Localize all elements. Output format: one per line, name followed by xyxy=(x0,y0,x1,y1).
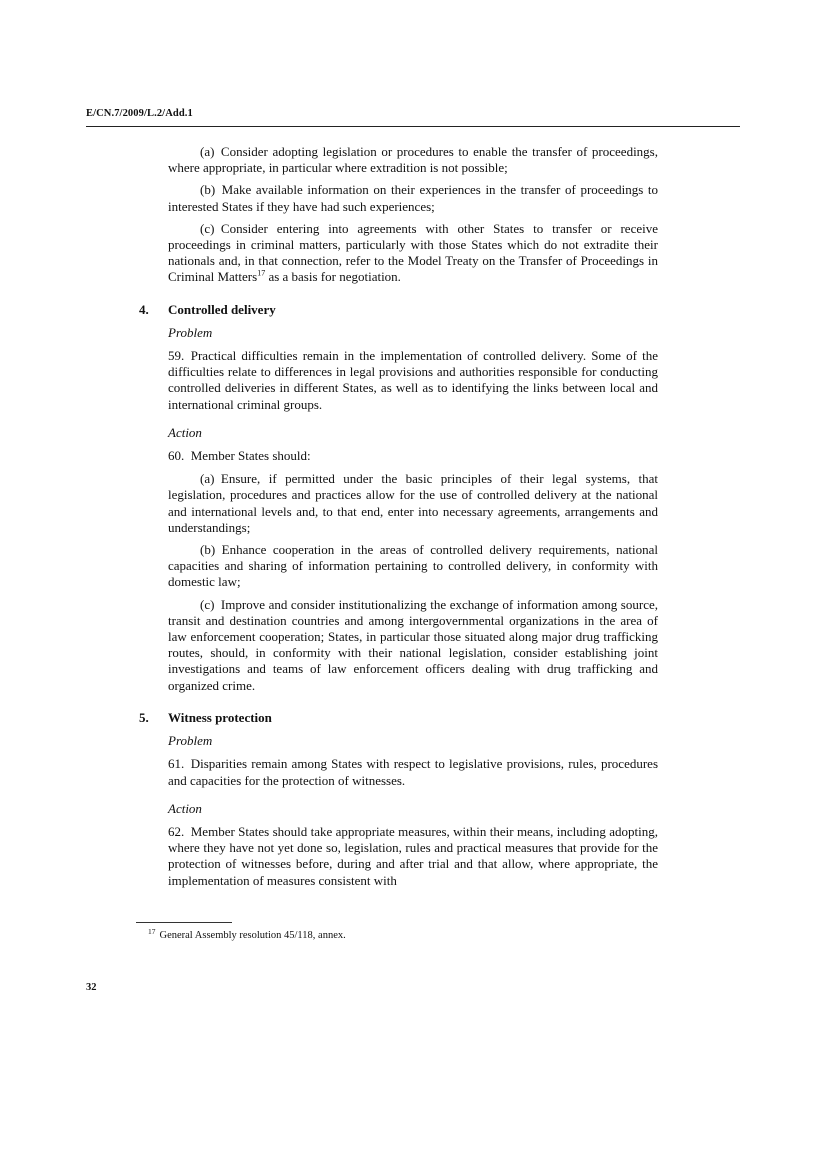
paragraph-60-b: (b) Enhance cooperation in the areas of controlled delivery requirements, national capacities and sharing of information pertaining to controlled delivery, in conformity with domestic law; xyxy=(168,542,658,590)
paragraph-58-b: (b) Make available information on their experiences in the transfer of proceedings to interested States if they have had such experiences; xyxy=(168,182,658,214)
paragraph-58-c-text: (c) Consider entering into agreements with other States to transfer or receive proceedings in criminal matters, particularly with those States which do not extradite their nationals and, in that connection, refer to the Model Treaty on the Transfer of Proceedings in Criminal Matters xyxy=(168,220,658,285)
paragraph-62: 62. Member States should take appropriate measures, within their means, including adopting, where they have not yet done so, legislation, rules and practical measures that provide for the protection of witnesses before, during and after trial and that allow, where appropriate, the implementation of measures consistent with xyxy=(168,823,658,888)
section-heading-witness-protection xyxy=(139,709,658,726)
footnote-text: General Assembly resolution 45/118, annex. xyxy=(159,930,346,941)
paragraph-60-c: (c) Improve and consider institutionalizing the exchange of information among source, transit and destination countries and among intergovernmental organizations in the area of law enforcement cooperation; States, in particular those situated along major drug trafficking routes, should, in conformity with their national legislation, consider establishing joint investigations and teams of law enforcement officers dealing with drug trafficking and organized crime. xyxy=(168,596,658,693)
section-heading-controlled-delivery xyxy=(139,301,658,318)
page-number: 32 xyxy=(86,982,97,993)
action-subheading: Action xyxy=(168,800,202,816)
paragraph-60: 60. Member States should: xyxy=(168,448,311,464)
footnote-reference[interactable]: 17 xyxy=(257,269,266,279)
action-subheading: Action xyxy=(168,424,202,440)
section-number: 5. xyxy=(139,709,149,725)
paragraph-58-a: (a) Consider adopting legislation or procedures to enable the transfer of proceedings, where appropriate, in particular where extradition is not possible; xyxy=(168,144,658,176)
paragraph-58-c xyxy=(168,221,658,286)
header-divider xyxy=(86,126,740,127)
paragraph-58-c-tail: as a basis for negotiation. xyxy=(265,269,401,285)
paragraph-59: 59. Practical difficulties remain in the implementation of controlled delivery. Some of the difficulties relate to differences in legal provisions and authorities responsible for conducting controlled deliveries in different States, as well as to identifying the links between local and international criminal groups. xyxy=(168,348,658,412)
section-title: Witness protection xyxy=(168,709,272,725)
section-number: 4. xyxy=(139,301,149,317)
paragraph-60-a: (a) Ensure, if permitted under the basic principles of their legal systems, that legislation, procedures and practices allow for the use of controlled delivery at the national and international levels and, to that end, enter into necessary agreements, arrangements and understandings; xyxy=(168,471,658,535)
footnote xyxy=(148,926,346,941)
section-title: Controlled delivery xyxy=(168,301,276,317)
main-text xyxy=(139,144,658,889)
problem-subheading: Problem xyxy=(168,733,213,749)
document-symbol: E/CN.7/2009/L.2/Add.1 xyxy=(86,108,193,119)
footnote-marker: 17 xyxy=(148,926,156,936)
problem-subheading: Problem xyxy=(168,324,213,340)
footnote-divider xyxy=(136,922,232,923)
paragraph-61: 61. Disparities remain among States with respect to legislative provisions, rules, procedures and capacities for the protection of witnesses. xyxy=(168,756,658,788)
